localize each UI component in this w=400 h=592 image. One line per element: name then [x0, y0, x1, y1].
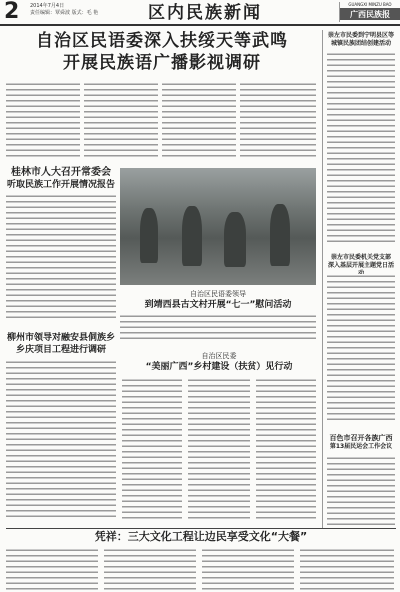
- bottom-headline: 凭祥：三大文化工程让边民享受文化“大餐”: [94, 530, 308, 543]
- page-header: [0, 0, 400, 24]
- article3-body: [6, 360, 116, 520]
- lead-body-col4: [240, 82, 316, 160]
- lead-headline: [8, 30, 316, 74]
- photo-caption: [128, 289, 308, 311]
- bottom-body-col1: [6, 548, 98, 590]
- center2-body-col1: [122, 378, 182, 520]
- lead-body-col1: [6, 82, 80, 160]
- right1-headline: 崇左市民委到宁明县区等 城镇民族团结创建活动: [327, 32, 394, 47]
- article3-headline: 柳州市领导对融安县侗族乡 乡庆项目工程进行调研: [6, 333, 115, 355]
- right2-headline: 崇左市民委机关党支部 深入基层开展主题党日活: [327, 254, 394, 269]
- editor-line: 责任编辑：覃舜波 版式：毛 艳: [30, 10, 99, 16]
- page-number: 2: [4, 0, 20, 24]
- section-title: 区内民族新闻: [148, 3, 262, 23]
- brand-name: 广西民族报: [340, 8, 400, 20]
- photo-person: [270, 204, 290, 266]
- center2-body-col2: [188, 378, 250, 520]
- center2-headline: 自治区民委 “美丽广西”乡村建设（扶贫）见行动: [145, 352, 293, 372]
- header-rule: [0, 24, 400, 26]
- photo-person: [224, 212, 246, 267]
- bottom-body-col4: [300, 548, 394, 590]
- article2-headline: 桂林市人大召开常委会 听取民族工作开展情况报告: [6, 167, 115, 190]
- right3-body: [327, 456, 395, 526]
- right3-headline: 百色市召开各族广西 第13届民运会工作会议: [329, 434, 393, 450]
- lead-headline-line2: 开展民族语广播影视调研: [63, 53, 261, 73]
- lead-body-col3: [162, 82, 236, 160]
- photo-person: [140, 208, 158, 263]
- photo-caption-body: [120, 314, 316, 342]
- photo-title: 到靖西县古文村开展“七一”慰问活动: [144, 300, 292, 310]
- news-photo: [120, 168, 316, 285]
- brand-pinyin: GUANGXI MINZU BAO: [348, 2, 392, 7]
- photo-kicker: 自治区民语委领导: [190, 290, 246, 298]
- issue-date: 2014年7月4日: [30, 3, 65, 9]
- masthead-brand: [339, 2, 400, 22]
- center2-body-col3: [256, 378, 316, 520]
- lead-headline-line1: 自治区民语委深入扶绥天等武鸣: [36, 31, 288, 51]
- article2-body: [6, 194, 116, 322]
- lead-body-col2: [84, 82, 158, 160]
- bottom-body-col3: [202, 548, 294, 590]
- photo-person: [182, 206, 202, 266]
- bottom-rule: [6, 528, 396, 529]
- header-meta: [30, 3, 98, 17]
- bottom-body-col2: [104, 548, 196, 590]
- right-column: [322, 30, 397, 528]
- right1-body: [327, 52, 395, 242]
- right2-body: [327, 274, 395, 424]
